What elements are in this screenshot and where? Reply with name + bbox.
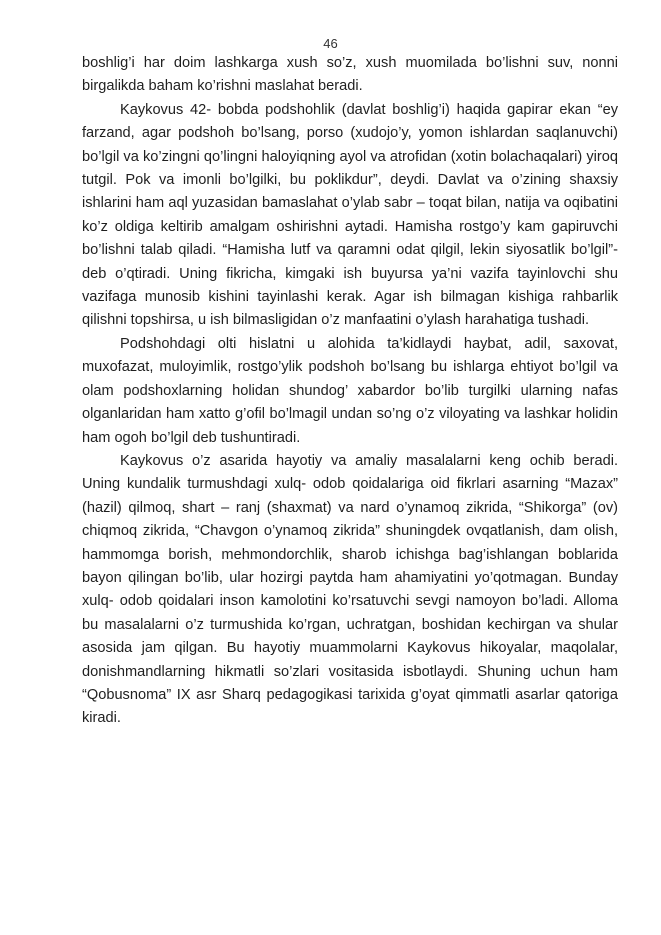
paragraph-kaykovus-chapter-42: Kaykovus 42- bobda podshohlik (davlat boshlig’i) haqida gapirar ekan “ey farzand, agar podshoh bo’lsang, porso (xudojo’y, yomon ishlardan saqlanuvchi) bo’lgil va ko’zingni qo’lingni haloyiqning ayol va atrofidan (xotin bolachaqalari) yiroq tutgil. Pok va imonli bo’lgilki, bu poklikdur”, deydi. Davlat va o’zining shaxsiy ishlarini ham aql yuzasidan bamaslahat o’ylab sabr – toqat bilan, natija va oqibatini ko’z oldiga keltirib amalgam oshirishni aytadi. Hamisha rostgo’y kam gapiruvchi bo’lishni talab qiladi. “Hamisha lutf va qaramni odat qilgil, lekin siyosatlik bo’lgil”- deb o’qtiradi. Uning fikricha, kimgaki ish buyursa ya’ni vazifa tayinlovchi shu vazifaga munosib kishini tayinlashi kerak. Agar ish bilmagan kishiga rahbarlik qilishni topshirsa, u ish bilmasligidan o’z manfaatini o’ylash harahatiga tushadi. bbox=[82, 101, 618, 329]
paragraph-six-qualities: Podshohdagi olti hislatni u alohida ta’kidlaydi haybat, adil, saxovat, muxofazat, muloyimlik, rostgo’ylik podshoh bo’lsang bu ishlarga ehtiyot bo’lgil va olam podshoxlarning holidan shundog’ xabardor bo’lib turgilki ularning nafas olganlaridan ham xatto g’ofil bo’lmagil undan so’ng o’z viloyating va lashkar holidin ham ogoh bo’lgil deb tushuntiradi. bbox=[82, 335, 618, 446]
page-number: 46 bbox=[323, 36, 338, 51]
body-text bbox=[82, 52, 618, 731]
paragraph-continued: boshlig’i har doim lashkarga xush so’z, xush muomilada bo’lishni suv, nonni birgalikda baham ko’rishni maslahat beradi. bbox=[82, 55, 618, 95]
paragraph-practical-matters: Kaykovus o’z asarida hayotiy va amaliy masalalarni keng ochib beradi. Uning kundalik turmushdagi xulq- odob qoidalariga oid fikrlari asarning “Mazax” (hazil) qilmoq, shart – ranj (shaxmat) va nard o’ynamoq zikrida, “Shikorga” (ov) chiqmoq zikrida, “Chavgon o’ynamoq zikrida” shuningdek ovqatlanish, dam olish, hammomga borish, mehmondorchlik, sharob ichishga bag’ishlangan boblarida bayon qilingan bo’lib, ular hozirgi paytda ham ahamiyatini yo’qotmagan. Bunday xulq- odob qoidalari inson kamolotini ko’rsatuvchi sevgi namoyon bo’ladi. Alloma bu masalalarni o’z turmushida ko’rgan, uchratgan, boshidan kechirgan va shular asosida jam qilgan. Bu hayotiy muammolarni Kaykovus hikoyalar, maqolalar, donishmandlarning hikmatli so’zlari vositasida isbotlaydi. Shuning uchun ham “Qobusnoma” IX asr Sharq pedagogikasi tarixida g’oyat qimmatli asarlar qatoriga kiradi. bbox=[82, 452, 618, 727]
